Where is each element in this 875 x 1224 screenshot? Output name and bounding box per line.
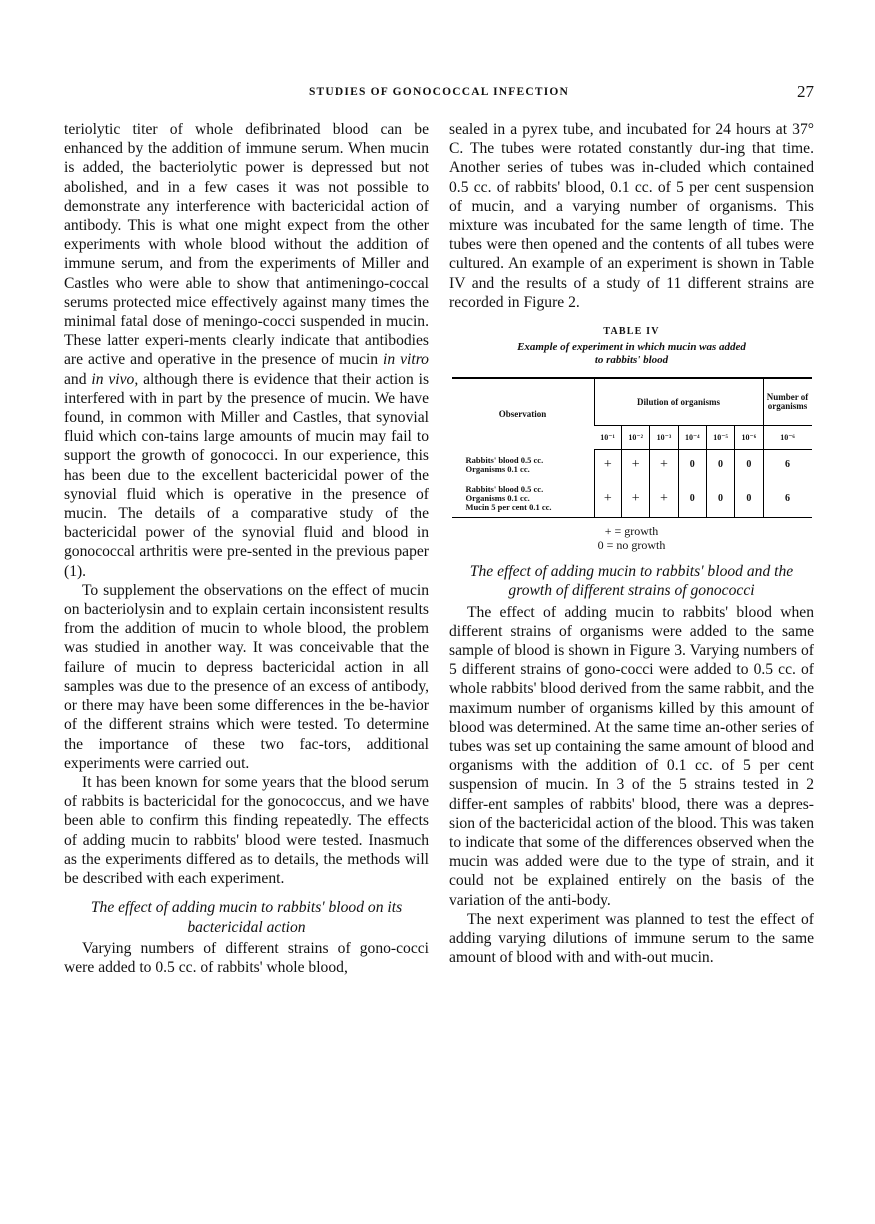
result-cell: 0 <box>706 450 734 480</box>
table-row <box>452 450 812 480</box>
legend-growth: + = growth <box>604 523 659 538</box>
result-cell: + <box>622 480 650 518</box>
legend-no-growth: 0 = no growth <box>597 537 666 552</box>
result-cell: + <box>594 480 622 518</box>
in-vivo-term: in vivo, <box>91 370 139 388</box>
result-cell: 0 <box>735 480 763 518</box>
paragraph: The next experiment was planned to test the effect of adding varying dilutions of immune serum to the same amount of blood with and with-out mucin. <box>449 910 814 967</box>
table-label: TABLE IV <box>603 326 660 338</box>
table-title: Example of experiment in which mucin was added to rabbits' blood <box>517 341 746 367</box>
number-unit-header: 10⁻⁶ <box>763 426 812 450</box>
dilution-header: 10⁻³ <box>650 426 678 450</box>
paragraph: To supplement the observations on the effect of mucin on bacteriolysin and to explain certain inconsistent results from the addition of mucin to whole blood, the problem was studied in another way. It was conceivable that the failure of mucin to depress bactericidal action in all samples was due to the presence of an excess of antibody, or there may have been some differences in the be-havior of the different strains which were tested. To determine the importance of these two fac-tors, additional experiments were carried out. <box>64 581 429 772</box>
result-cell: 0 <box>678 450 706 480</box>
column-header-dilution: Dilution of organisms <box>594 378 763 426</box>
page-header <box>64 82 814 104</box>
paragraph: It has been known for some years that the blood serum of rabbits is bactericidal for the gonococcus, and we have been able to confirm this finding repeatedly. The effects of adding mucin to rabbits' blood were tested. Inasmuch as the experiments differed as to details, the methods will be described with each experiment. <box>64 773 429 887</box>
dilution-header: 10⁻⁶ <box>735 426 763 450</box>
right-column <box>449 120 814 968</box>
table-row <box>452 480 812 518</box>
paragraph: sealed in a pyrex tube, and incubated for 24 hours at 37° C. The tubes were rotated constantly dur-ing that time. Another series of tubes was in-cluded which contained 0.5 cc. of rabbits' blood, 0.1 cc. of 5 per cent suspension of mucin, and a varying number of organisms. This mixture was incubated for the same length of time. The tubes were then opened and the contents of all tubes were cultured. An example of an experiment is shown in Table IV and the results of a study of 11 different strains are recorded in Figure 2. <box>449 121 814 311</box>
data-table <box>452 377 812 517</box>
dilution-header: 10⁻⁴ <box>678 426 706 450</box>
result-cell: 0 <box>706 480 734 518</box>
dilution-header: 10⁻¹ <box>594 426 622 450</box>
in-vitro-term: in vitro <box>383 351 429 369</box>
number-cell: 6 <box>763 450 812 480</box>
paragraph: The effect of adding mucin to rabbits' blood when different strains of organisms were added to the same sample of blood is shown in Figure 3. Varying numbers of 5 different strains of gono-cocci were added to 0.5 cc. of whole rabbits' blood derived from the same rabbit, and the maximum number of organisms killed by this amount of blood was determined. At the same time an-other series of tubes was set up containing the same amount of blood and organisms with the addition of 0.1 cc. of 5 per cent suspension of mucin. In 3 of the 5 strains tested in 2 differ-ent samples of rabbits' blood, there was a depres-sion of the bactericidal action of the blood. This was taken to indicate that some of the differences observed when the mucin was added were due to the type of strain, and it could not be explained entirely on the basis of the variation of the anti-body. <box>449 603 814 909</box>
dilution-header: 10⁻⁵ <box>706 426 734 450</box>
page-number: 27 <box>797 82 814 101</box>
section-subheading: The effect of adding mucin to rabbits' blood and the growth of different strains of gonococci <box>469 562 794 600</box>
table-caption <box>449 322 814 367</box>
result-cell: + <box>594 450 622 480</box>
running-title: STUDIES OF GONOCOCCAL INFECTION <box>308 86 570 98</box>
number-cell: 6 <box>763 480 812 518</box>
dilution-header: 10⁻² <box>622 426 650 450</box>
column-header-observation: Observation <box>452 378 595 450</box>
section-subheading: The effect of adding mucin to rabbits' blood on its bactericidal action <box>90 899 403 936</box>
table-legend <box>449 524 814 552</box>
result-cell: + <box>650 450 678 480</box>
result-cell: 0 <box>678 480 706 518</box>
paragraph: teriolytic titer of whole defibrinated blood can be enhanced by the addition of immune serum. When mucin is added, the bacteriolytic power is depressed but not abolished, and in a few cases it was not possible to demonstrate any interference with bactericidal action of antibody. This is what one might expect from the other experiments with whole blood without the addition of immune serum, and from the experiments of Miller and Castles who were able to show that antimeningo-coccal serums protected mice effectively against many times the minimal fatal dose of meningo-cocci suspended in mucin. These latter experi-ments clearly indicate that antibodies are active and operative in the presence of mucin in vitro and in vivo, although there is evidence that their action is interfered with in part by the presence of mucin. We have found, in common with Miller and Castles, that synovial fluid which con-tains large amounts of mucin may fail to support the growth of gonococci. In our experience, this has been due to the excellent bactericidal power of the synovial fluid which is operative in the presence of mucin. The details of a comparative study of the bactericidal power of the synovial fluid and blood in gonococcal arthritis were pre-sented in the previous paper (1). <box>64 121 430 580</box>
observation-cell: Rabbits' blood 0.5 cc. Organisms 0.1 cc. Mucin 5 per cent 0.1 cc. <box>465 483 552 512</box>
result-cell: 0 <box>735 450 763 480</box>
result-cell: + <box>650 480 678 518</box>
result-cell: + <box>622 450 650 480</box>
left-column <box>64 120 429 978</box>
observation-cell: Rabbits' blood 0.5 cc. Organisms 0.1 cc. <box>465 454 544 474</box>
paragraph: Varying numbers of different strains of gono-cocci were added to 0.5 cc. of rabbits' whole blood, <box>64 940 429 977</box>
column-header-number: Number of organisms <box>763 378 812 426</box>
